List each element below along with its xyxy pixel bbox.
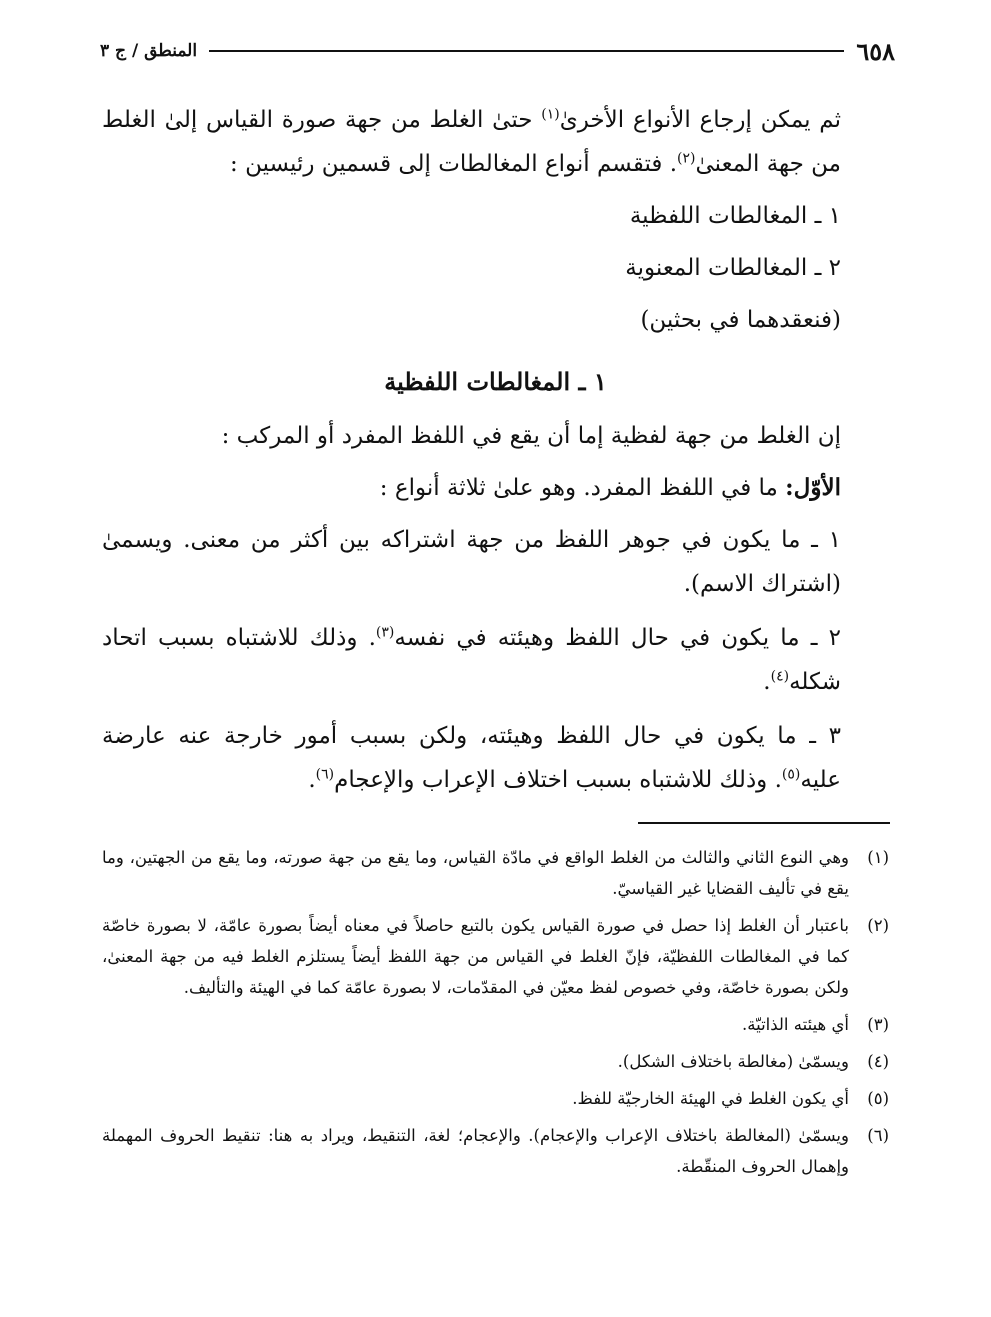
footnote-text: أي يكون الغلط في الهيئة الخارجيّة للفظ. — [572, 1089, 849, 1108]
footnote-1 — [102, 842, 889, 904]
footnotes — [102, 842, 889, 1188]
note-line: (فنعقدهما في بحثين) — [640, 307, 841, 333]
text-span: . — [308, 767, 316, 793]
paragraph-type-2 — [102, 616, 889, 704]
footnote-number: (٤) — [867, 1052, 889, 1071]
list-item-2: ٢ ـ المغالطات المعنوية — [625, 255, 841, 281]
footnote-number: (٦) — [867, 1126, 889, 1145]
text-span: ٢ ـ ما يكون في حال اللفظ وهيئته في نفسه — [394, 625, 841, 651]
footnote-ref-5[interactable]: (٥) — [781, 766, 801, 783]
footnote-number: (١) — [867, 848, 889, 867]
page-number: ٦٥٨ — [856, 36, 895, 66]
text-span: . — [763, 669, 771, 695]
header-rule — [209, 50, 844, 52]
paragraph-type-1: ١ ـ ما يكون في جوهر اللفظ من جهة اشتراكه بين أكثر من معنى. ويسمىٰ (اشتراك الاسم). — [102, 527, 841, 597]
text-span: . فتقسم أنواع المغالطات إلى قسمين رئيسين : — [230, 151, 678, 177]
running-title: المنطق / ج ٣ — [100, 41, 198, 61]
page-header — [100, 36, 895, 66]
footnote-text: أي هيئته الذاتيّة. — [742, 1015, 849, 1034]
list-item-1: ١ ـ المغالطات اللفظية — [629, 203, 841, 229]
footnote-number: (٥) — [867, 1089, 889, 1108]
footnote-2 — [102, 910, 889, 1003]
footnote-3 — [102, 1009, 889, 1040]
footnote-ref-1[interactable]: (١) — [541, 106, 560, 123]
paragraph-type-3 — [102, 714, 889, 802]
footnote-text: ويسمّىٰ (المغالطة باختلاف الإعراب والإعجام). والإعجام؛ لغة، التنقيط، ويراد به هنا: تنقيط الحروف المهملة وإهمال الحروف المنقّطة. — [102, 1126, 849, 1176]
text-span: ما في اللفظ المفرد. وهو علىٰ ثلاثة أنواع : — [379, 475, 786, 501]
footnote-separator — [638, 822, 890, 824]
paragraph-lafzi: إن الغلط من جهة لفظية إما أن يقع في اللفظ المفرد أو المركب : — [221, 423, 841, 449]
footnote-number: (٢) — [867, 916, 889, 935]
footnote-ref-6[interactable]: (٦) — [315, 766, 335, 783]
footnote-text: باعتبار أن الغلط إذا حصل في صورة القياس يكون بالتبع حاصلاً في معناه أيضاً بصورة عامّة، لا بصورة خاصّة كما في المغالطات اللفظيّة، فإنّ الغلط في القياس من جهة اللفظ أيضاً يستلزم الغلط فيه من جهة المعنىٰ، ولكن بصورة خاصّة، وفي خصوص لفظ معيّن في المقدّمات، لا بصورة عامّة كما في الهيئة والتأليف. — [102, 916, 849, 997]
text-span: حتىٰ الغلط من جهة صورة القياس إلىٰ الغلط من جهة المعنىٰ — [102, 107, 841, 177]
text-span: ٣ ـ ما يكون في حال اللفظ وهيئته، ولكن بسبب أمور خارجة عنه عارضة عليه — [102, 723, 841, 793]
footnote-4 — [102, 1046, 889, 1077]
paragraph-intro — [102, 98, 889, 186]
footnote-ref-4[interactable]: (٤) — [770, 668, 790, 685]
main-text — [102, 98, 889, 802]
footnote-text: ويسمّىٰ (مغالطة باختلاف الشكل). — [617, 1052, 849, 1071]
footnote-ref-2[interactable]: (٢) — [677, 150, 696, 167]
text-span: ثم يمكن إرجاع الأنواع الأخرىٰ — [559, 107, 841, 133]
footnote-text: وهي النوع الثاني والثالث من الغلط الواقع في مادّة القياس، وما يقع من جهة صورته، وما يقع من الجهتين، وما يقع في تأليف القضايا غير القياسيّ. — [102, 848, 849, 898]
section-heading: ١ ـ المغالطات اللفظية — [384, 367, 607, 396]
footnote-5 — [102, 1083, 889, 1114]
footnote-6 — [102, 1120, 889, 1182]
text-span: . وذلك للاشتباه بسبب اختلاف الإعراب والإعجام — [334, 767, 782, 793]
text-span: . وذلك للاشتباه بسبب اتحاد شكله — [102, 625, 841, 695]
footnote-ref-3[interactable]: (٣) — [375, 624, 395, 641]
footnote-number: (٣) — [867, 1015, 889, 1034]
paragraph-first — [102, 466, 889, 510]
first-label: الأوّل: — [785, 474, 841, 501]
